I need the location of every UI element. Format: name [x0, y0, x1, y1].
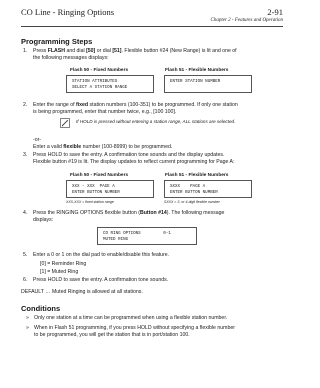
emphasis-fixed: fixed	[75, 102, 89, 108]
bullet-text	[34, 325, 279, 339]
note-text: If HOLD is pressed without entering a station range, ALL stations are selected.	[76, 119, 236, 124]
bullet-icon: »	[26, 325, 29, 331]
bullet-text-line: When in Flash 51 programming, if you press HOLD without specifying a flexible number	[34, 325, 235, 331]
step-3	[23, 152, 278, 166]
step-5	[23, 252, 278, 259]
page-number: 2-91	[267, 7, 283, 17]
key-flash: FLASH	[47, 48, 65, 54]
step-text: Enter a valid	[33, 144, 64, 150]
step-text: and dial	[65, 48, 87, 54]
header-title: CO Line - Ringing Options	[21, 7, 115, 17]
step-text: Press	[33, 48, 48, 54]
emphasis-button-14: Button #14	[139, 210, 167, 216]
step-number: 1.	[23, 48, 28, 54]
note-pencil-icon	[60, 118, 70, 128]
caption-fixed: XXX-XXX = fixed station range	[66, 200, 114, 204]
section-heading-conditions: Conditions	[21, 304, 61, 313]
caption-flexible: SXXX = 3- or 4-digit flexible number	[164, 200, 220, 204]
step-text: ). The following message	[166, 210, 225, 216]
col-header-fixed: Flash 50 - Fixed Numbers	[70, 68, 129, 73]
col-header-flexible: Flash 51 - Flexible Numbers	[165, 68, 229, 73]
option-1: [1] = Muted Ring	[40, 269, 79, 275]
step-text: number (100-8999) to be programmed.	[81, 144, 173, 150]
bullet-icon: »	[26, 315, 29, 321]
step-number: 2.	[23, 102, 28, 108]
step-number: 3.	[23, 152, 28, 158]
lcd-display-flexible-2: SXXX PAGE A ENTER BUTTON NUMBER	[164, 180, 252, 198]
lcd-display-ring-options: CO RING OPTIONS 0-1 MUTED RING	[97, 227, 197, 245]
bullet-text: Only one station at a time can be programmed when using a flexible station number.	[34, 315, 228, 321]
emphasis-flexible: flexible	[63, 144, 82, 150]
chapter-subtitle: Chapter 2 - Features and Operation	[210, 18, 283, 23]
code-50: [50]	[86, 48, 96, 54]
step-text: Press the RINGING OPTIONS flexible button (	[33, 210, 140, 216]
step-text: Press HOLD to save the entry. A confirmation tone sounds and the display updates.	[33, 152, 225, 158]
lcd-display-fixed-1: STATION ATTRIBUTES SELECT A STATION RANGE	[66, 75, 154, 93]
header-rule	[21, 26, 283, 27]
default-note: DEFAULT … Muted Ringing is allowed at all stations.	[21, 289, 143, 295]
option-0: [0] = Reminder Ring	[40, 261, 87, 267]
lcd-display-flexible-1: ENTER STATION NUMBER	[164, 75, 252, 93]
step-text: or dial	[95, 48, 113, 54]
step-text: the following messages displays:	[33, 55, 109, 62]
step-text: station numbers (100-351) to be programmed. If only one station	[88, 102, 238, 108]
section-heading-programming: Programming Steps	[21, 37, 93, 46]
step-text: Enter the range of	[33, 102, 76, 108]
step-2	[23, 102, 278, 116]
step-1	[23, 48, 278, 62]
step-text: . Flexible button #24 (New Range) is lit and one of	[121, 48, 237, 54]
step-number: 4.	[23, 210, 28, 216]
bullet-text-line: to be programmed, you will get the station that is in port/station 100.	[34, 332, 190, 339]
or-text: -or-	[33, 137, 42, 143]
step-text: Press HOLD to save the entry. A confirmation tone sounds.	[33, 277, 169, 283]
step-number: 6.	[23, 277, 28, 283]
lcd-display-fixed-2: XXX - XXX PAGE A ENTER BUTTON NUMBER	[66, 180, 154, 198]
step-text: is being programmed, enter that number twice, e.g., [100 100].	[33, 109, 177, 116]
step-text: Enter a 0 or 1 on the dial pad to enable/disable this feature.	[33, 252, 170, 258]
col-header-flexible-2: Flash 51 - Flexible Numbers	[165, 173, 229, 178]
step-text: displays:	[33, 217, 54, 224]
step-6	[23, 277, 278, 284]
step-4	[23, 210, 278, 224]
code-51: [51]	[112, 48, 122, 54]
step-text: Flexible button #19 is lit. The display updates to reflect current programming for Page A:	[33, 159, 235, 166]
step-2-flexible	[33, 144, 172, 151]
col-header-fixed-2: Flash 50 - Fixed Numbers	[70, 173, 129, 178]
step-number: 5.	[23, 252, 28, 258]
